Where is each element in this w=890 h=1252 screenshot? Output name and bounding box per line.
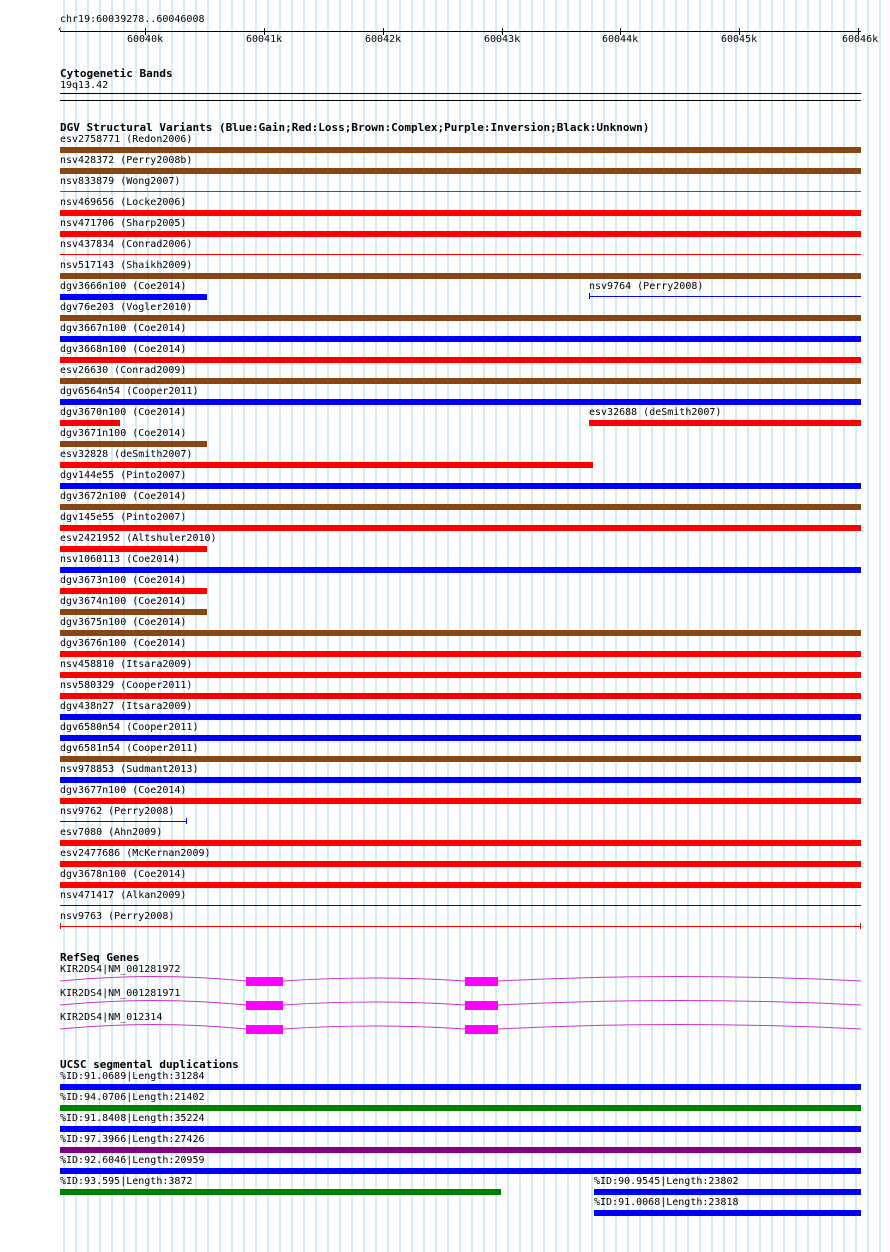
dgv-variant-label: dgv145e55 (Pinto2007) bbox=[60, 512, 187, 523]
ruler-tick-label: 60044k bbox=[602, 34, 639, 45]
cytoband-track-title: Cytogenetic Bands bbox=[60, 67, 173, 80]
segdup-bar[interactable] bbox=[594, 1210, 861, 1216]
refseq-intron-line[interactable] bbox=[60, 977, 861, 982]
segdup-label: %ID:93.595|Length:3872 bbox=[60, 1176, 193, 1187]
dgv-variant-label: dgv3668n100 (Coe2014) bbox=[60, 344, 187, 355]
dgv-variant-label: nsv9762 (Perry2008) bbox=[60, 806, 175, 817]
dgv-variant-label: dgv6564n54 (Cooper2011) bbox=[60, 386, 199, 397]
dgv-variant-label: nsv9763 (Perry2008) bbox=[60, 911, 175, 922]
segdup-label: %ID:91.0689|Length:31284 bbox=[60, 1071, 205, 1082]
refseq-exon[interactable] bbox=[465, 977, 498, 986]
segdup-bar[interactable] bbox=[60, 1168, 861, 1174]
segdup-label: %ID:91.0068|Length:23818 bbox=[594, 1197, 739, 1208]
refseq-exon[interactable] bbox=[246, 1001, 283, 1010]
dgv-variant-label: nsv471706 (Sharp2005) bbox=[60, 218, 187, 229]
segdup-bar[interactable] bbox=[60, 1105, 861, 1111]
dgv-variant-label: dgv144e55 (Pinto2007) bbox=[60, 470, 187, 481]
dgv-variant-label: dgv76e203 (Vogler2010) bbox=[60, 302, 193, 313]
refseq-intron-line[interactable] bbox=[60, 1001, 861, 1006]
refseq-exon[interactable] bbox=[246, 1025, 283, 1034]
dgv-variant-label: nsv437834 (Conrad2006) bbox=[60, 239, 193, 250]
dgv-variant-label: nsv9764 (Perry2008) bbox=[589, 281, 704, 292]
dgv-variant-label: dgv3673n100 (Coe2014) bbox=[60, 575, 187, 586]
segdup-track-title: UCSC segmental duplications bbox=[60, 1058, 239, 1071]
dgv-variant-label: esv2477686 (McKernan2009) bbox=[60, 848, 211, 859]
refseq-exon[interactable] bbox=[465, 1001, 498, 1010]
segdup-bar[interactable] bbox=[594, 1189, 861, 1195]
dgv-variant-label: esv2758771 (Redon2006) bbox=[60, 134, 193, 145]
dgv-track-title: DGV Structural Variants (Blue:Gain;Red:Loss;Brown:Complex;Purple:Inversion;Black:Unknown) bbox=[60, 121, 650, 134]
dgv-variant-label: dgv3672n100 (Coe2014) bbox=[60, 491, 187, 502]
dgv-variant-label: esv32828 (deSmith2007) bbox=[60, 449, 193, 460]
refseq-exon[interactable] bbox=[465, 1025, 498, 1034]
ruler-tick-label: 60045k bbox=[721, 34, 758, 45]
dgv-variant-label: esv7080 (Ahn2009) bbox=[60, 827, 163, 838]
segdup-bar[interactable] bbox=[60, 1189, 501, 1195]
dgv-variant-label: nsv580329 (Cooper2011) bbox=[60, 680, 193, 691]
dgv-variant-label: nsv978853 (Sudmant2013) bbox=[60, 764, 199, 775]
ruler-tick-label: 60040k bbox=[127, 34, 164, 45]
refseq-gene-label: KIR2DS4|NM_001281971 bbox=[60, 988, 181, 999]
dgv-variant-label: esv26630 (Conrad2009) bbox=[60, 365, 187, 376]
segdup-bar[interactable] bbox=[60, 1084, 861, 1090]
dgv-variant-label: esv2421952 (Altshuler2010) bbox=[60, 533, 217, 544]
ruler-tick-label: 60042k bbox=[365, 34, 402, 45]
dgv-variant-label: esv32688 (deSmith2007) bbox=[589, 407, 722, 418]
dgv-variant-label: dgv3667n100 (Coe2014) bbox=[60, 323, 187, 334]
segdup-label: %ID:94.0706|Length:21402 bbox=[60, 1092, 205, 1103]
segdup-bar[interactable] bbox=[60, 1126, 861, 1132]
refseq-gene-label: KIR2DS4|NM_001281972 bbox=[60, 964, 181, 975]
ruler-tick-label: 60043k bbox=[484, 34, 521, 45]
segdup-label: %ID:92.6046|Length:20959 bbox=[60, 1155, 205, 1166]
dgv-variant-label: dgv3675n100 (Coe2014) bbox=[60, 617, 187, 628]
dgv-variant-label: dgv3678n100 (Coe2014) bbox=[60, 869, 187, 880]
dgv-variant-label: dgv6581n54 (Cooper2011) bbox=[60, 743, 199, 754]
ruler-tick-label: 60041k bbox=[246, 34, 283, 45]
refseq-gene-label: KIR2DS4|NM_012314 bbox=[60, 1012, 163, 1023]
dgv-variant-label: dgv6580n54 (Cooper2011) bbox=[60, 722, 199, 733]
segdup-label: %ID:90.9545|Length:23802 bbox=[594, 1176, 739, 1187]
segdup-label: %ID:97.3966|Length:27426 bbox=[60, 1134, 205, 1145]
dgv-variant-label: dgv3671n100 (Coe2014) bbox=[60, 428, 187, 439]
dgv-variant-label: nsv517143 (Shaikh2009) bbox=[60, 260, 193, 271]
cytoband-label: 19q13.42 bbox=[60, 80, 109, 91]
segdup-label: %ID:91.8408|Length:35224 bbox=[60, 1113, 205, 1124]
dgv-variant-label: dgv3676n100 (Coe2014) bbox=[60, 638, 187, 649]
ruler-tick-label: 60046k bbox=[842, 34, 879, 45]
dgv-variant-label: nsv428372 (Perry2008b) bbox=[60, 155, 193, 166]
dgv-variant-label: nsv833879 (Wong2007) bbox=[60, 176, 181, 187]
dgv-variant-label: dgv438n27 (Itsara2009) bbox=[60, 701, 193, 712]
dgv-variant-label: nsv1060113 (Coe2014) bbox=[60, 554, 181, 565]
dgv-variant-label: dgv3666n100 (Coe2014) bbox=[60, 281, 187, 292]
segdup-bar[interactable] bbox=[60, 1147, 861, 1153]
ruler-location: chr19:60039278..60046008 bbox=[60, 14, 205, 25]
ruler-left-arrow-icon: ‹ bbox=[57, 24, 64, 35]
dgv-variant-label: dgv3670n100 (Coe2014) bbox=[60, 407, 187, 418]
dgv-variant-label: dgv3674n100 (Coe2014) bbox=[60, 596, 187, 607]
dgv-variant-label: nsv469656 (Locke2006) bbox=[60, 197, 187, 208]
refseq-track-title: RefSeq Genes bbox=[60, 951, 140, 964]
dgv-variant-label: nsv458810 (Itsara2009) bbox=[60, 659, 193, 670]
refseq-intron-line[interactable] bbox=[60, 1025, 861, 1030]
dgv-variant-label: nsv471417 (Alkan2009) bbox=[60, 890, 187, 901]
refseq-exon[interactable] bbox=[246, 977, 283, 986]
dgv-variant-label: dgv3677n100 (Coe2014) bbox=[60, 785, 187, 796]
